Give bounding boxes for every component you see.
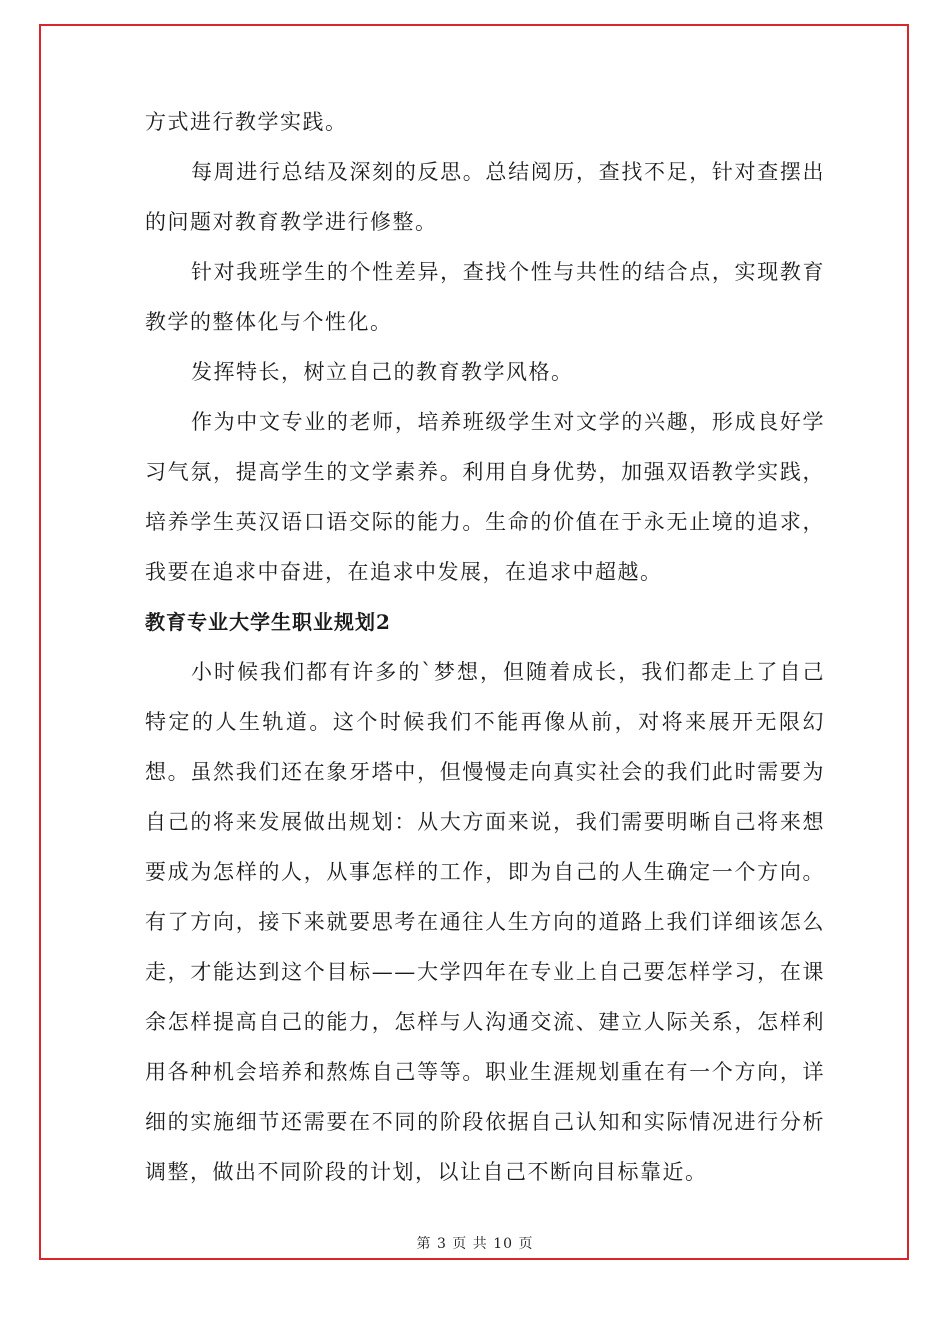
paragraph-4: 发挥特长，树立自己的教育教学风格。 [191, 360, 574, 384]
document-body [145, 97, 825, 1197]
section-heading: 教育专业大学生职业规划2 [145, 610, 391, 634]
paragraph-5: 作为中文专业的老师，培养班级学生对文学的兴趣，形成良好学习气氛，提高学生的文学素养。利用自身优势，加强双语教学实践，培养学生英汉语口语交际的能力。生命的价值在于永无止境的追求，我要在追求中奋进，在追求中发展，在追求中超越。 [145, 410, 825, 584]
paragraph-2: 每周进行总结及深刻的反思。总结阅历，查找不足，针对查摆出的问题对教育教学进行修整。 [145, 160, 825, 234]
paragraph-1: 方式进行教学实践。 [145, 110, 348, 134]
paragraph-3: 针对我班学生的个性差异，查找个性与共性的结合点，实现教育教学的整体化与个性化。 [145, 260, 825, 334]
page-number-footer: 第 3 页 共 10 页 [416, 1236, 534, 1252]
paragraph-6: 小时候我们都有许多的`梦想，但随着成长，我们都走上了自己特定的人生轨道。这个时候我们不能再像从前，对将来展开无限幻想。虽然我们还在象牙塔中，但慢慢走向真实社会的我们此时需要为自己的将来发展做出规划：从大方面来说，我们需要明晰自己将来想要成为怎样的人，从事怎样的工作，即为自己的人生确定一个方向。有了方向，接下来就要思考在通往人生方向的道路上我们详细该怎么走，才能达到这个目标——大学四年在专业上自己要怎样学习，在课余怎样提高自己的能力，怎样与人沟通交流、建立人际关系，怎样利用各种机会培养和熬炼自己等等。职业生涯规划重在有一个方向，详细的实施细节还需要在不同的阶段依据自己认知和实际情况进行分析调整，做出不同阶段的计划，以让自己不断向目标靠近。 [145, 660, 825, 1184]
